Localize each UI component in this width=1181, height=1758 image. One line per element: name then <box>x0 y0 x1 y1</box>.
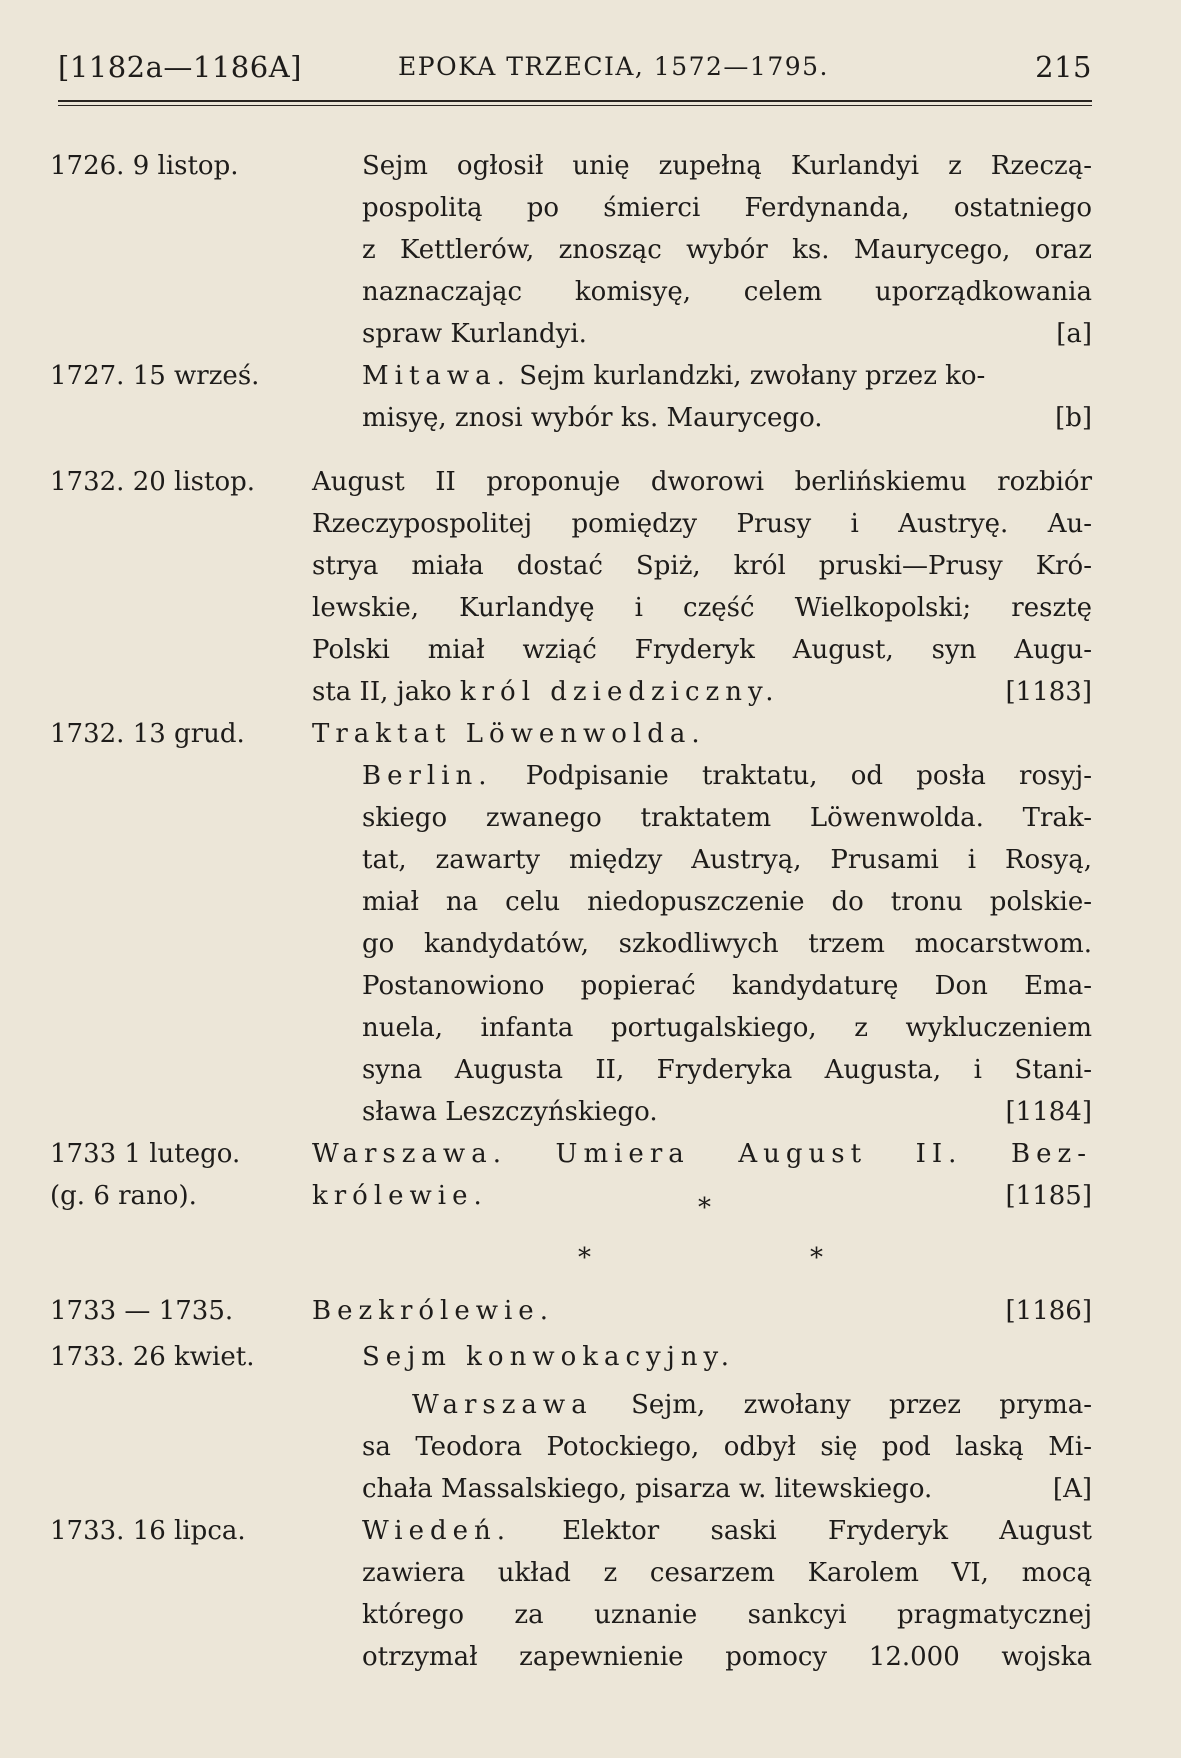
entry-line: Warszawa. Umiera August II. Bez- <box>312 1139 1092 1169</box>
entry-place: Berlin. <box>362 761 493 791</box>
entry-line: misyę, znosi wybór ks. Maurycego. <box>362 403 823 433</box>
entry-reference: [1185] <box>1005 1181 1092 1211</box>
entry-date: 1726. 9 listop. <box>50 151 239 181</box>
entry-place: Warszawa <box>412 1390 593 1420</box>
entry-line: syna Augusta II, Fryderyka Augusta, i Stani- <box>362 1055 1092 1085</box>
entry-heading: Traktat Löwenwolda. <box>312 719 706 749</box>
entry-date: 1732. 13 grud. <box>50 719 245 749</box>
entry-line: Postanowiono popierać kandydaturę Don Ema- <box>362 971 1092 1001</box>
entry-line: Polski miał wziąć Fryderyk August, syn Augu- <box>312 635 1092 665</box>
entry-place: Mitawa. <box>362 361 511 391</box>
entry-line: Rzeczypospolitej pomiędzy Prusy i Austryę. Au- <box>312 509 1092 539</box>
entry-heading: Sejm konwokacyjny. <box>362 1342 736 1372</box>
entry-line: tat, zawarty między Austryą, Prusami i Rosyą, <box>362 845 1092 875</box>
entry-line: spraw Kurlandyi. <box>362 319 587 349</box>
separator-asterisk: * <box>810 1243 823 1273</box>
entry-line: miał na celu niedopuszczenie do tronu polskie- <box>362 887 1092 917</box>
entry-line: Warszawa Sejm, zwołany przez pryma- <box>412 1390 1093 1420</box>
separator-asterisk: * <box>698 1193 711 1223</box>
entry-place: Wiedeń. <box>362 1516 512 1546</box>
header-title: EPOKA TRZECIA, 1572—1795. <box>398 52 829 81</box>
entry-line: sa Teodora Potockiego, odbył się pod laską Mi- <box>362 1432 1092 1462</box>
entry-reference: [b] <box>1055 403 1092 433</box>
entry-line: Sejm ogłosił unię zupełną Kurlandyi z Rzeczą- <box>362 151 1092 181</box>
entry-reference: [1183] <box>1005 677 1092 707</box>
entry-date: 1733. 26 kwiet. <box>50 1342 255 1372</box>
entry-line: Wiedeń. Elektor saski Fryderyk August <box>362 1516 1092 1546</box>
entry-emphasis: król dziedziczny. <box>459 677 780 707</box>
entry-line: go kandydatów, szkodliwych trzem mocarstwom. <box>362 929 1092 959</box>
entry-date: 1733 — 1735. <box>50 1296 234 1326</box>
entry-date: 1733. 16 lipca. <box>50 1516 246 1546</box>
entry-line: skiego zwanego traktatem Löwenwolda. Trak- <box>362 803 1092 833</box>
entry-line: pospolitą po śmierci Ferdynanda, ostatniego <box>362 193 1092 223</box>
entry-reference: [1184] <box>1005 1097 1092 1127</box>
entry-line: królewie. <box>312 1181 488 1211</box>
page-number: 215 <box>1035 50 1092 84</box>
entry-line: chała Massalskiego, pisarza w. litewskiego. <box>362 1474 933 1504</box>
entry-line: strya miała dostać Spiż, król pruski—Prusy Kró- <box>312 551 1092 581</box>
entry-line: nuela, infanta portugalskiego, z wykluczeniem <box>362 1013 1092 1043</box>
entry-line: którego za uznanie sankcyi pragmatycznej <box>362 1600 1092 1630</box>
entry-reference: [A] <box>1052 1474 1092 1504</box>
entry-reference: [1186] <box>1005 1296 1092 1326</box>
entry-line: z Kettlerów, znosząc wybór ks. Maurycego, oraz <box>362 235 1092 265</box>
entry-line: Mitawa. Sejm kurlandzki, zwołany przez ko- <box>362 361 986 391</box>
entry-line: sta II, jako król dziedziczny. <box>312 677 780 707</box>
entry-line: August II proponuje dworowi berlińskiemu rozbiór <box>312 467 1092 497</box>
header-entry-range: [1182a—1186A] <box>58 50 302 84</box>
entry-date: 1732. 20 listop. <box>50 467 256 497</box>
entry-date: 1727. 15 wrześ. <box>50 361 260 391</box>
entry-line: naznaczając komisyę, celem uporządkowania <box>362 277 1092 307</box>
entry-line: sława Leszczyńskiego. <box>362 1097 658 1127</box>
entry-line: zawiera układ z cesarzem Karolem VI, mocą <box>362 1558 1092 1588</box>
entry-line: lewskie, Kurlandyę i część Wielkopolski; resztę <box>312 593 1092 623</box>
entry-heading: Bezkrólewie. <box>312 1296 554 1326</box>
entry-reference: [a] <box>1056 319 1092 349</box>
entry-date-time: (g. 6 rano). <box>50 1181 197 1211</box>
entry-line: Berlin. Podpisanie traktatu, od posła rosyj- <box>362 761 1092 791</box>
separator-asterisk: * <box>578 1243 591 1273</box>
entry-date: 1733 1 lutego. <box>50 1139 241 1169</box>
entry-line: otrzymał zapewnienie pomocy 12.000 wojska <box>362 1642 1092 1672</box>
